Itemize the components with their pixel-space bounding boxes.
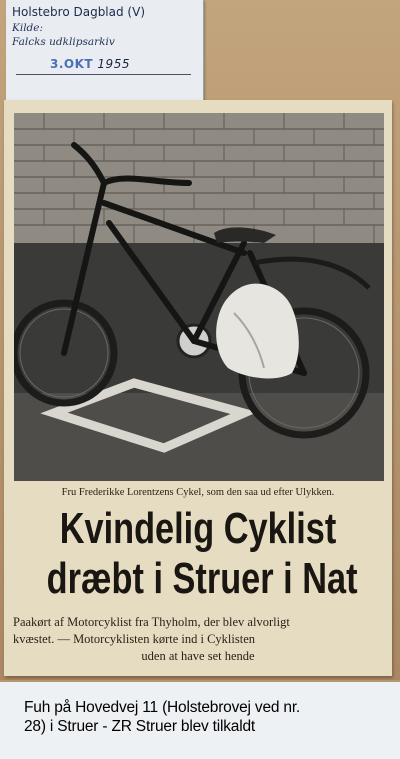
archive-index-card bbox=[6, 0, 204, 102]
date-stamp-day-month: 3.OKT bbox=[50, 57, 94, 71]
newspaper-clipping bbox=[4, 100, 392, 676]
headline-line-2: dræbt i Struer i Nat bbox=[46, 554, 358, 603]
photo-caption: Fru Frederikke Lorentzens Cykel, som den saa ud efter Ulykken. bbox=[61, 487, 335, 498]
annotation-line-2: 28) i Struer - ZR Struer blev tilkaldt bbox=[24, 718, 256, 735]
newspaper-name: Holstebro Dagblad (V) bbox=[12, 5, 146, 19]
subhead-line-2: kvæstet. — Motorcyklisten kørte ind i Cyklisten bbox=[13, 632, 255, 646]
date-stamp-year: 1955 bbox=[97, 57, 130, 71]
source-label: Kilde: bbox=[12, 22, 44, 34]
annotation-line-1: Fuh på Hovedvej 11 (Holstebrovej ved nr. bbox=[24, 699, 301, 716]
date-stamp bbox=[50, 57, 130, 71]
card-underline bbox=[16, 74, 191, 75]
subhead-line-3: uden at have set hende bbox=[141, 649, 255, 663]
source-value: Falcks udklipsarkiv bbox=[12, 36, 115, 48]
bicycle-photo-illustration bbox=[14, 113, 384, 481]
bicycle-photo bbox=[14, 113, 384, 481]
headline-line-1: Kvindelig Cyklist bbox=[59, 504, 337, 553]
subhead-line-1: Paakørt af Motorcyklist fra Thyholm, der blev alvorligt bbox=[13, 615, 290, 629]
